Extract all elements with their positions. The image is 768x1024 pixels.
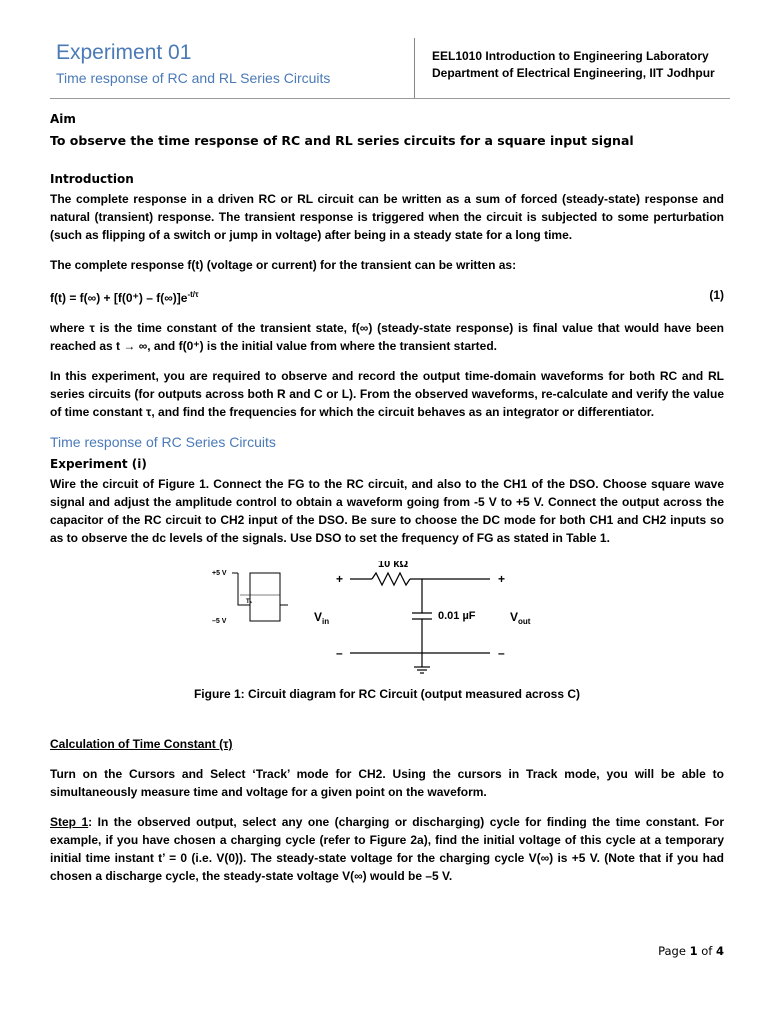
header-left [56, 40, 414, 86]
vin-sub: in [322, 617, 330, 626]
vout-plus: + [498, 572, 506, 586]
step-1-paragraph [50, 813, 724, 885]
plus5-label: +5 V [212, 570, 227, 577]
vout-label [510, 610, 531, 626]
rc-section-title: Time response of RC Series Circuits [50, 434, 276, 450]
course-name: EEL1010 Introduction to Engineering Laboratory [432, 49, 709, 63]
document-body [50, 110, 724, 885]
header-rule [50, 98, 730, 99]
intro-paragraph-4: In this experiment, you are required to observe and record the output time-domain waveforms for both RC and RL series circuits (for outputs across both R and C or L). From the observed waveforms, re-calculate and verify the value of time constant τ, and find the frequencies for which the circuit behaves as an integrator or differentiator. [50, 369, 724, 419]
equation-row [50, 286, 724, 307]
experiment-title: Experiment 01 [56, 41, 192, 64]
step-1-label: Step 1 [50, 815, 89, 829]
page-footer [658, 944, 724, 958]
capacitor-label: 0.01 µF [438, 610, 476, 622]
equation-exponent: -t/τ [187, 290, 199, 299]
page-word: Page [658, 944, 686, 958]
step-1-text: : In the observed output, select any one (charging or discharging) cycle for finding the time constant. For example, if you have chosen a charging cycle (refer to Figure 2a), find the initial voltage of this cycle at a temporary initial time instant t’ = 0 (i.e. V(0)). The steady-state voltage for the charging cycle V(∞) is +5 V. (Note that if you had chosen a discharge cycle, the steady-state voltage V(∞) would be –5 V. [50, 815, 724, 883]
vin-main: V [314, 610, 323, 624]
vout-minus: – [498, 646, 505, 660]
header-divider [414, 38, 415, 98]
aim-heading: Aim [50, 112, 76, 126]
rc-instructions: Wire the circuit of Figure 1. Connect the FG to the RC circuit, and also to the CH1 of the DSO. Choose square wave signal and adjust the amplitude control to obtain a waveform going from -5 V to +5 V. Connect the output across the capacitor of the RC circuit to CH2 input of the DSO. Be sure to choose the DC mode for both CH1 and CH2 inputs so as to observe the dc levels of the signals. Use DSO to set the frequency of FG as stated in Table 1. [50, 477, 724, 545]
intro-paragraph-1: The complete response in a driven RC or RL circuit can be written as a sum of forced (steady-state) response and natural (transient) response. The transient response is triggered when the circuit is subjected to some perturbation (such as flipping of a switch or jump in voltage) after being in a steady state for a long time. [50, 192, 724, 242]
equation-number: (1) [709, 288, 724, 302]
figure-caption: Figure 1: Circuit diagram for RC Circuit (output measured across C) [193, 687, 581, 701]
resistor-label: 10 kΩ [378, 561, 409, 570]
experiment-i-heading: Experiment (i) [50, 457, 147, 471]
vin-plus: + [336, 572, 344, 586]
intro-paragraph-3: where τ is the time constant of the transient state, f(∞) (steady-state response) is final value that would have been reached as t → ∞, and f(0⁺) is the initial value from where the transient started. [50, 321, 724, 353]
vout-main: V [510, 610, 519, 624]
tau-paragraph: Turn on the Cursors and Select ‘Track’ mode for CH2. Using the cursors in Track mode, you will be able to simultaneously measure time and voltage for a given point on the waveform. [50, 767, 724, 799]
circuit-wires [350, 573, 490, 673]
intro-heading: Introduction [50, 172, 134, 186]
experiment-subtitle: Time response of RC and RL Series Circuits [56, 70, 331, 86]
vout-sub: out [518, 617, 531, 626]
intro-paragraph-2: The complete response f(t) (voltage or current) for the transient can be written as: [50, 258, 517, 272]
square-wave [232, 573, 288, 621]
circuit-diagram [50, 561, 724, 681]
tau-heading: Calculation of Time Constant (τ) [50, 737, 233, 751]
ts-label: Tₛ [246, 599, 252, 605]
page-total: 4 [715, 944, 724, 958]
resistor-symbol [372, 573, 410, 585]
vin-minus: – [336, 646, 343, 660]
equation [50, 286, 199, 307]
of-word: of [701, 944, 713, 958]
department-name: Department of Electrical Engineering, IIT Jodhpur [432, 66, 715, 80]
equation-body: f(t) = f(∞) + [f(0⁺) – f(∞)]e [50, 291, 188, 305]
vin-label [314, 610, 329, 626]
square-wave-lower [250, 605, 280, 621]
aim-text: To observe the time response of RC and RL series circuits for a square input signal [50, 133, 634, 148]
figure-1 [50, 561, 724, 681]
page-number: 1 [689, 944, 698, 958]
header-right [432, 48, 715, 82]
minus5-label: –5 V [212, 618, 227, 625]
